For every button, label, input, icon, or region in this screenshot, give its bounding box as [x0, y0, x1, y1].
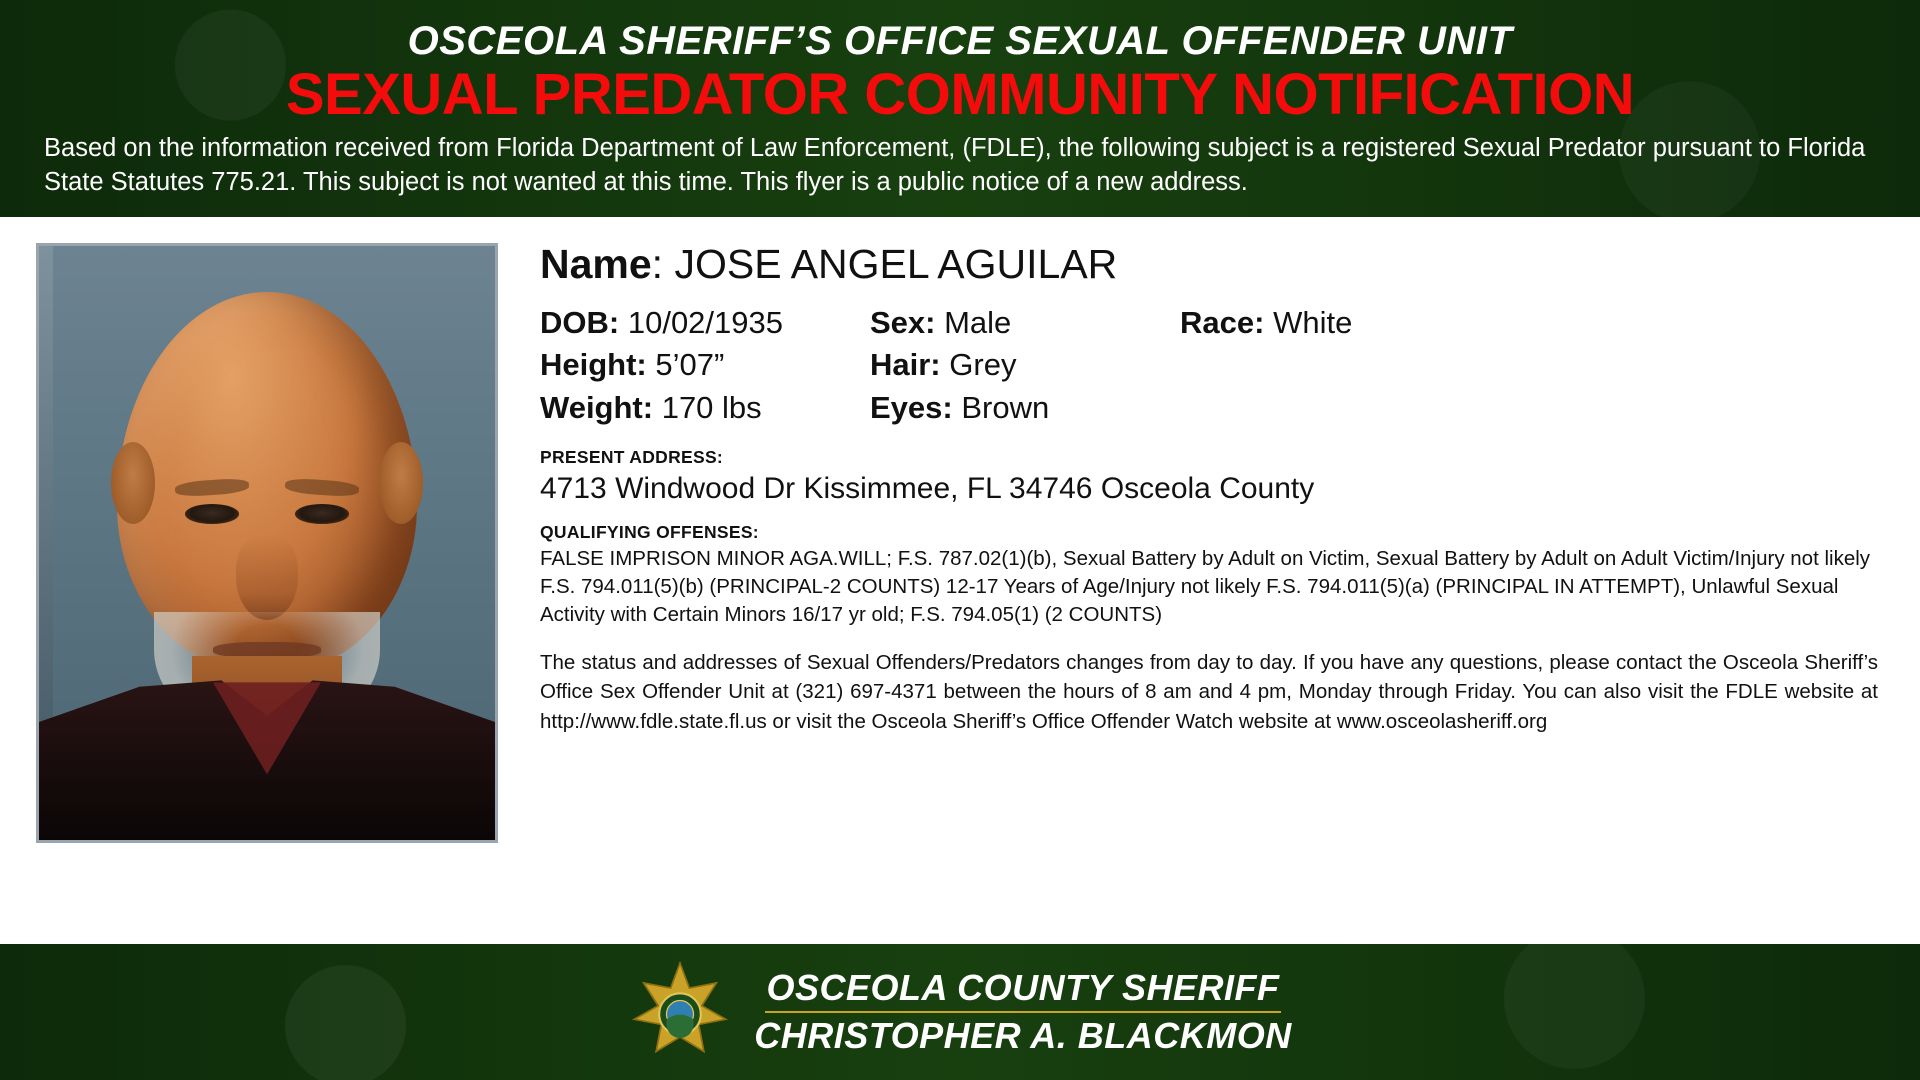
- stat-dob-label: DOB:: [540, 304, 620, 340]
- stat-sex: [870, 303, 1180, 344]
- stat-hair-value: Grey: [949, 347, 1017, 383]
- mugshot-nose: [236, 534, 298, 620]
- name-label: Name: [540, 241, 652, 288]
- status-contact-note: The status and addresses of Sexual Offenders/Predators changes from day to day. If you have any questions, please contact the Osceola Sheriff’s Office Sex Offender Unit at (321) 697-4371 between the hours of 8 am and 4 pm, Monday through Friday. You can also visit the FDLE website at http://www.fdle.state.fl.us or visit the Osceola Sheriff’s Office Offender Watch website at www.osceolasheriff.org: [540, 650, 1878, 734]
- name-separator: :: [651, 241, 675, 288]
- footer-sheriff-name: CHRISTOPHER A. BLACKMON: [754, 1015, 1292, 1056]
- qualifying-offenses-label: QUALIFYING OFFENSES:: [540, 521, 759, 542]
- stat-eyes: [870, 388, 1180, 429]
- stat-height-label: Height:: [540, 347, 647, 383]
- stat-spacer-2: [1180, 388, 1884, 429]
- present-address-value: 4713 Windwood Dr Kissimmee, FL 34746 Osceola County: [540, 472, 1315, 506]
- stat-sex-value: Male: [944, 304, 1012, 340]
- flyer-body: [0, 217, 1920, 944]
- footer-divider: [765, 1011, 1281, 1013]
- stat-hair-label: Hair:: [870, 347, 941, 383]
- stat-hair: [870, 345, 1180, 386]
- stat-dob: [540, 303, 870, 344]
- name-value: JOSE ANGEL AGUILAR: [674, 241, 1118, 288]
- footer-agency-name: OSCEOLA COUNTY SHERIFF: [766, 967, 1280, 1009]
- stat-height: [540, 345, 870, 386]
- notification-headline: SEXUAL PREDATOR COMMUNITY NOTIFICATION: [285, 62, 1635, 128]
- mugshot-ear-left: [111, 442, 155, 524]
- offender-photo-frame: [36, 243, 498, 843]
- notification-description: Based on the information received from Florida Department of Law Enforcement, (FDLE), the following subject is a registered Sexual Predator pursuant to Florida State Statutes 775.21. This subject is not wanted at this time. This flyer is a public notice of a new address.: [44, 134, 1866, 196]
- agency-unit-title: OSCEOLA SHERIFF’S OFFICE SEXUAL OFFENDER UNIT: [407, 19, 1513, 63]
- stat-eyes-value: Brown: [961, 390, 1050, 426]
- flyer-header: [0, 0, 1920, 217]
- stat-weight-label: Weight:: [540, 390, 654, 426]
- stat-sex-label: Sex:: [870, 304, 936, 340]
- offender-name-row: [540, 241, 1884, 288]
- present-address-label: PRESENT ADDRESS:: [540, 447, 724, 468]
- stat-weight-value: 170 lbs: [661, 390, 762, 426]
- stat-race: [1180, 303, 1884, 344]
- stat-dob-value: 10/02/1935: [627, 304, 783, 340]
- mugshot-ear-right: [379, 442, 423, 524]
- stat-race-label: Race:: [1180, 304, 1265, 340]
- stat-race-value: White: [1273, 304, 1353, 340]
- stat-weight: [540, 388, 870, 429]
- photo-column: [36, 235, 506, 944]
- qualifying-offenses-value: FALSE IMPRISON MINOR AGA.WILL; F.S. 787.02(1)(b), Sexual Battery by Adult on Victim, Sexual Battery by Adult on Adult Victim/Injury not likely F.S. 794.011(5)(b) (PRINCIPAL-2 COUNTS) 12-17 Years of Age/Injury not likely F.S. 794.011(5)(a) (PRINCIPAL IN ATTEMPT), Unlawful Sexual Activity with Certain Minors 16/17 yr old; F.S. 794.05(1) (2 COUNTS): [540, 546, 1871, 627]
- stat-eyes-label: Eyes:: [870, 390, 953, 426]
- stat-height-value: 5’07”: [655, 347, 725, 383]
- offender-stats-grid: [540, 303, 1884, 430]
- sheriff-star-badge-icon: [628, 960, 732, 1064]
- offender-details: [506, 235, 1884, 944]
- footer-text-block: [754, 968, 1292, 1055]
- offender-mugshot: [39, 246, 495, 840]
- flyer-footer: [0, 944, 1920, 1080]
- stat-spacer-1: [1180, 345, 1884, 386]
